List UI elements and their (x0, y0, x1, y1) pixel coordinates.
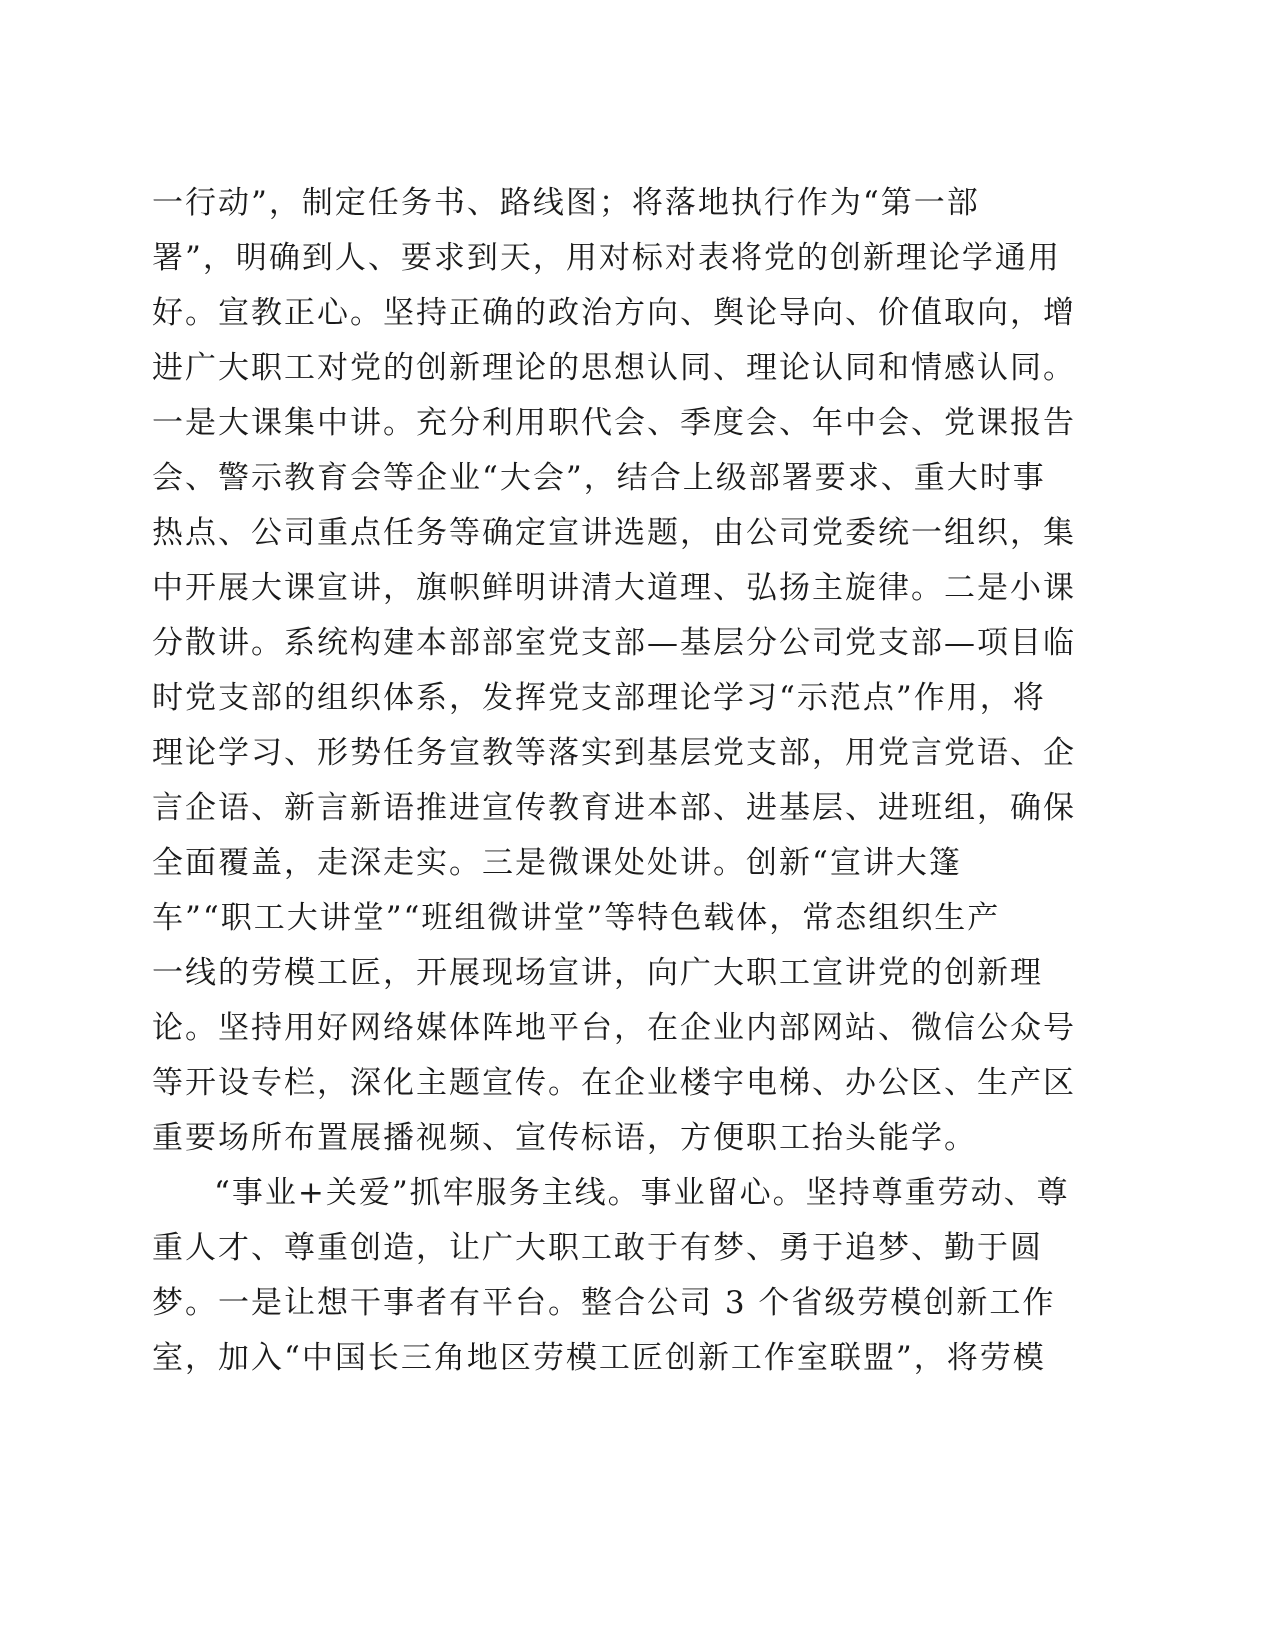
text-line: 室，加入“中国长三角地区劳模工匠创新工作室联盟”，将劳模 (152, 1340, 1046, 1376)
text-line: 热点、公司重点任务等确定宣讲选题，由公司党委统一组织，集 (152, 515, 1076, 551)
text-line: 一行动”，制定任务书、路线图；将落地执行作为“第一部 (152, 185, 980, 221)
text-line: 分散讲。系统构建本部部室党支部—基层分公司党支部—项目临 (152, 625, 1076, 661)
text-line: 一线的劳模工匠，开展现场宣讲，向广大职工宣讲党的创新理 (152, 955, 1043, 991)
text-line: 言企语、新言新语推进宣传教育进本部、进基层、进班组，确保 (152, 790, 1076, 826)
text-line: 会、警示教育会等企业“大会”，结合上级部署要求、重大时事 (152, 460, 1046, 496)
text-line: 车”“职工大讲堂”“班组微讲堂”等特色载体，常态组织生产 (152, 900, 1001, 936)
text-line: 好。宣教正心。坚持正确的政治方向、舆论导向、价值取向，增 (152, 295, 1076, 331)
text-line: 署”，明确到人、要求到天，用对标对表将党的创新理论学通用 (152, 240, 1061, 276)
text-line: 梦。一是让想干事者有平台。整合公司 3 个省级劳模创新工作 (152, 1285, 1056, 1321)
text-line: 重人才、尊重创造，让广大职工敢于有梦、勇于追梦、勤于圆 (152, 1230, 1043, 1266)
text-line: 时党支部的组织体系，发挥党支部理论学习“示范点”作用，将 (152, 680, 1046, 716)
text-line: 重要场所布置展播视频、宣传标语，方便职工抬头能学。 (152, 1120, 977, 1156)
text-line: 中开展大课宣讲，旗帜鲜明讲清大道理、弘扬主旋律。二是小课 (152, 570, 1076, 606)
text-line: 论。坚持用好网络媒体阵地平台，在企业内部网站、微信公众号 (152, 1010, 1076, 1046)
text-line: 一是大课集中讲。充分利用职代会、季度会、年中会、党课报告 (152, 405, 1076, 441)
text-line: 进广大职工对党的创新理论的思想认同、理论认同和情感认同。 (152, 350, 1076, 386)
text-line: 等开设专栏，深化主题宣传。在企业楼宇电梯、办公区、生产区 (152, 1065, 1076, 1101)
text-line: 理论学习、形势任务宣教等落实到基层党支部，用党言党语、企 (152, 735, 1076, 771)
paragraph-start-line: “事业+关爱”抓牢服务主线。事业留心。坚持尊重劳动、尊 (214, 1175, 1070, 1211)
text-line: 全面覆盖，走深走实。三是微课处处讲。创新“宣讲大篷 (152, 845, 962, 881)
